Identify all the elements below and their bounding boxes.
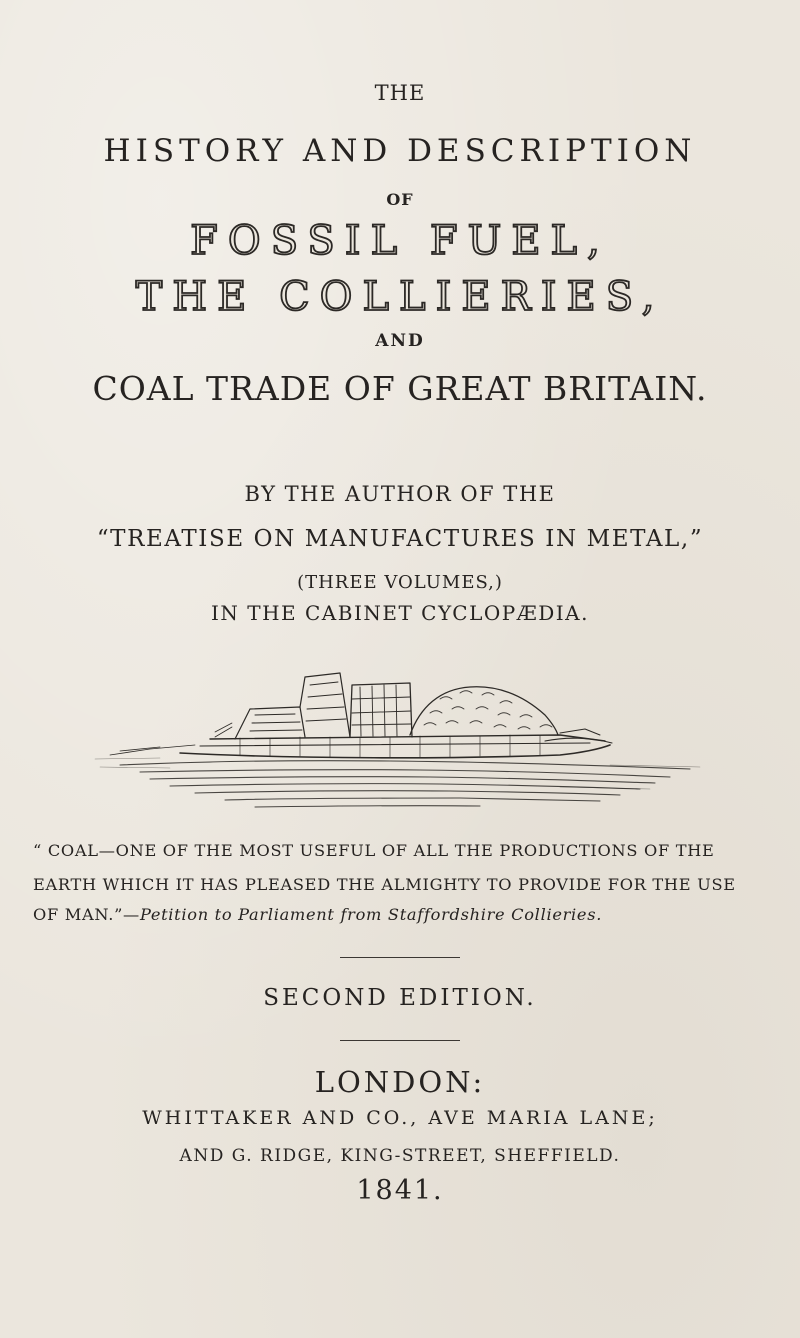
- author-byline: BY THE AUTHOR OF THE: [244, 482, 556, 506]
- rule-top: [0, 957, 800, 958]
- treatise-title: “TREATISE ON MANUFACTURES IN METAL,”: [96, 526, 704, 552]
- epigraph-line-2: EARTH WHICH IT HAS PLEASED THE ALMIGHTY TO PROVIDE FOR THE USE: [33, 875, 736, 894]
- title-word-the: THE: [374, 81, 426, 105]
- title-coal-trade: COAL TRADE OF GREAT BRITAIN.: [92, 369, 708, 408]
- imprint-publisher-1: WHITTAKER AND CO., AVE MARIA LANE;: [142, 1107, 658, 1129]
- cabinet-cyclopaedia: IN THE CABINET CYCLOPÆDIA.: [211, 601, 589, 625]
- epigraph-line-3: [33, 905, 773, 924]
- title-word-and: AND: [375, 331, 425, 351]
- edition-label: SECOND EDITION.: [263, 985, 537, 1011]
- epigraph-source: Petition to Parliament from Staffordshire Collieries.: [139, 905, 603, 924]
- imprint-year: 1841.: [356, 1175, 444, 1206]
- coal-barge-illustration: [0, 637, 800, 827]
- epigraph-quote-end: OF MAN.”—: [33, 905, 140, 924]
- title-word-of: OF: [386, 190, 414, 209]
- title-collieries: THE COLLIERIES,: [135, 274, 665, 320]
- imprint-city: LONDON:: [314, 1065, 486, 1099]
- imprint-publisher-2: AND G. RIDGE, KING-STREET, SHEFFIELD.: [179, 1146, 621, 1166]
- volumes-note: (THREE VOLUMES,): [297, 572, 503, 593]
- epigraph-line-1: “ COAL—ONE OF THE MOST USEFUL OF ALL THE PRODUCTIONS OF THE: [33, 841, 715, 860]
- title-history: HISTORY AND DESCRIPTION: [103, 133, 697, 169]
- title-fossil-fuel: FOSSIL FUEL,: [190, 218, 610, 264]
- rule-bottom: [0, 1040, 800, 1041]
